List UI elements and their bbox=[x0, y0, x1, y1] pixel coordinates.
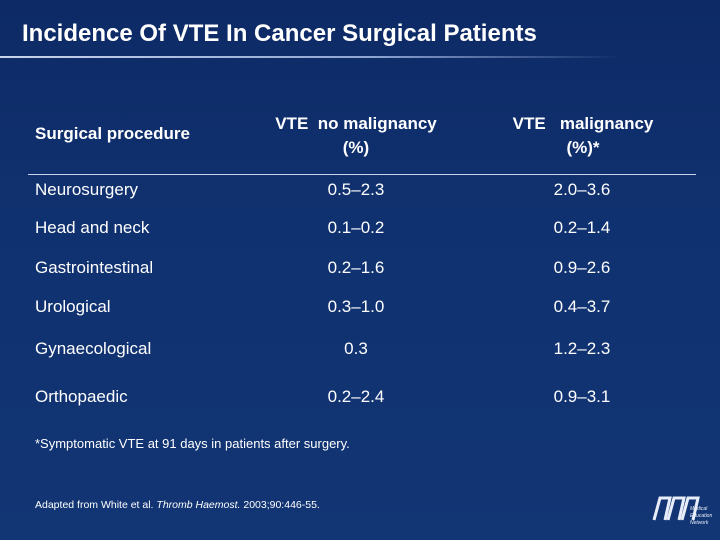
cell-malignancy: 0.9–2.6 bbox=[553, 258, 611, 277]
logo-text-line1: Medical bbox=[690, 506, 708, 512]
cell-no-malignancy: 0.1–0.2 bbox=[327, 218, 385, 237]
logo-text-line3: Network bbox=[690, 520, 709, 526]
row-label-neurosurgery: Neurosurgery bbox=[35, 180, 138, 199]
cell-malignancy: 2.0–3.6 bbox=[553, 180, 611, 199]
cell-malignancy: 0.9–3.1 bbox=[553, 387, 611, 406]
header-divider bbox=[28, 174, 696, 175]
row-label-head-and-neck: Head and neck bbox=[35, 218, 150, 237]
cell-malignancy: 0.2–1.4 bbox=[553, 218, 611, 237]
row-label-gastrointestinal: Gastrointestinal bbox=[35, 258, 154, 277]
cell-malignancy: 0.4–3.7 bbox=[553, 297, 611, 316]
source-citation bbox=[35, 499, 320, 511]
title-underline bbox=[0, 56, 622, 58]
footnote: *Symptomatic VTE at 91 days in patients after surgery. bbox=[35, 436, 350, 451]
header-vte-no-malignancy-line2: (%) bbox=[342, 138, 370, 157]
header-vte-no-malignancy-line1: VTE no malignancy bbox=[275, 114, 437, 133]
logo-text-line2: Education bbox=[690, 513, 713, 519]
cell-no-malignancy: 0.2–1.6 bbox=[327, 258, 385, 277]
header-vte-no-malignancy bbox=[246, 112, 466, 160]
cell-no-malignancy: 0.2–2.4 bbox=[327, 387, 385, 406]
cell-no-malignancy: 0.3 bbox=[344, 339, 368, 358]
source-prefix: Adapted from White et al. bbox=[35, 499, 157, 511]
header-vte-malignancy-line2: (%)* bbox=[566, 138, 600, 157]
row-label-gynaecological: Gynaecological bbox=[35, 339, 152, 358]
slide-title: Incidence Of VTE In Cancer Surgical Patients bbox=[22, 20, 537, 47]
cell-no-malignancy: 0.5–2.3 bbox=[327, 180, 385, 199]
source-journal: Thromb Haemost. bbox=[156, 499, 241, 511]
cell-malignancy: 1.2–2.3 bbox=[553, 339, 611, 358]
cell-no-malignancy: 0.3–1.0 bbox=[327, 297, 385, 316]
header-vte-malignancy-line1: VTE malignancy bbox=[512, 114, 654, 133]
row-label-urological: Urological bbox=[35, 297, 111, 316]
header-vte-malignancy bbox=[473, 112, 693, 160]
row-label-orthopaedic: Orthopaedic bbox=[35, 387, 128, 406]
header-surgical-procedure: Surgical procedure bbox=[35, 124, 190, 143]
source-suffix: 2003;90:446-55. bbox=[240, 499, 320, 511]
medical-education-network-logo bbox=[650, 490, 716, 534]
